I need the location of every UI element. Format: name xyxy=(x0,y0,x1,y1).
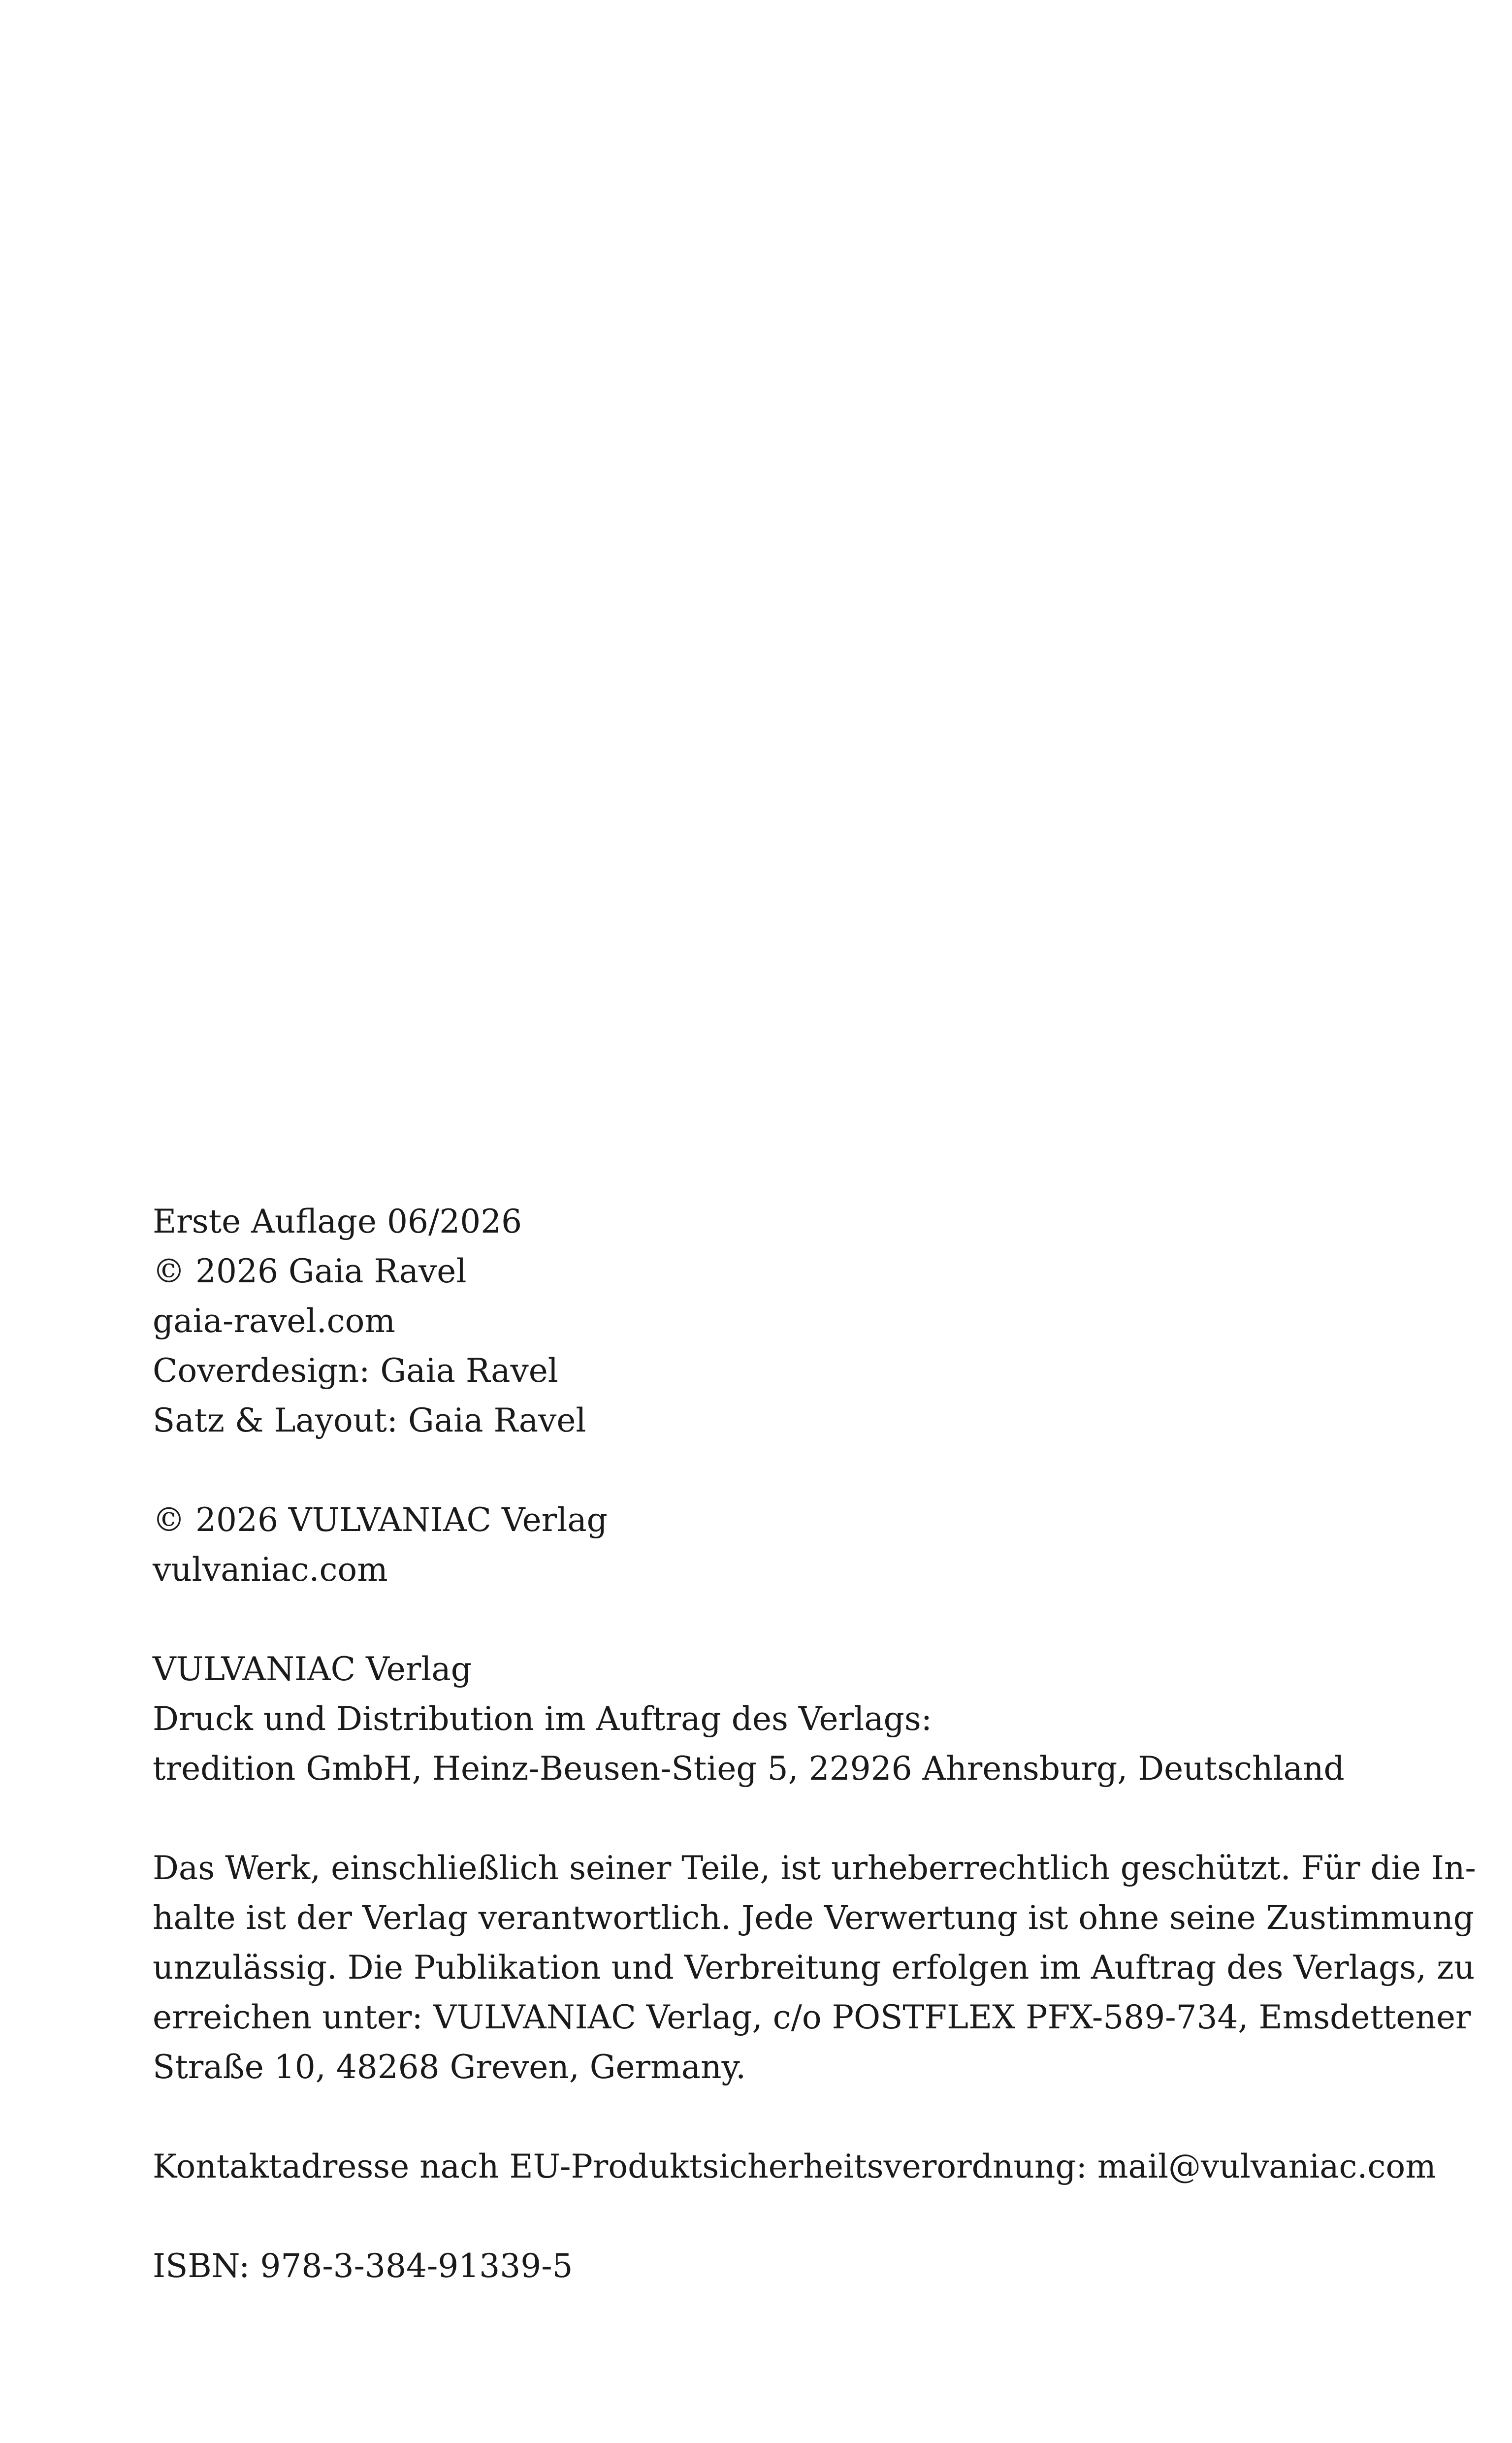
imprint-section xyxy=(153,1197,1476,2341)
distribution-note: Druck und Distribution im Auftrag des Verlags: xyxy=(153,1700,932,1738)
publisher-copyright-block xyxy=(153,1495,1354,1595)
publisher-copyright: © 2026 VULVANIAC Verlag xyxy=(153,1501,608,1539)
isbn-number: ISBN: 978-3-384-91339-5 xyxy=(153,2247,573,2285)
legal-notice-line: erreichen unter: VULVANIAC Verlag, c/o POSTFLEX PFX-589-734, Emsdettener xyxy=(153,1998,1471,2036)
publisher-name: VULVANIAC Verlag xyxy=(153,1650,472,1688)
legal-notice-line: Das Werk, einschließlich seiner Teile, ist urheberrechtlich geschützt. Für die In- xyxy=(153,1849,1476,1887)
contact-block xyxy=(153,2142,1436,2191)
legal-notice-line: unzulässig. Die Publikation und Verbreitung erfolgen im Auftrag des Verlags, zu xyxy=(153,1949,1475,1987)
legal-notice xyxy=(153,1843,1476,2092)
contact-address: Kontaktadresse nach EU-Produktsicherheitsverordnung: mail@vulvaniac.com xyxy=(153,2148,1436,2185)
legal-notice-line: Straße 10, 48268 Greven, Germany. xyxy=(153,2048,746,2086)
author-website: gaia-ravel.com xyxy=(153,1302,395,1340)
cover-design-credit: Coverdesign: Gaia Ravel xyxy=(153,1352,558,1390)
first-edition: Erste Auflage 06/2026 xyxy=(153,1203,522,1240)
publisher-website: vulvaniac.com xyxy=(153,1551,388,1589)
author-copyright: © 2026 Gaia Ravel xyxy=(153,1252,467,1290)
edition-block xyxy=(153,1197,1354,1445)
isbn-block xyxy=(153,2241,1354,2291)
printer-address: tredition GmbH, Heinz-Beusen-Stieg 5, 22926 Ahrensburg, Deutschland xyxy=(153,1750,1345,1788)
legal-notice-line: halte ist der Verlag verantwortlich. Jede Verwertung ist ohne seine Zustimmung xyxy=(153,1899,1474,1937)
typesetting-credit: Satz & Layout: Gaia Ravel xyxy=(153,1401,586,1439)
publisher-info-block xyxy=(153,1644,1354,1793)
